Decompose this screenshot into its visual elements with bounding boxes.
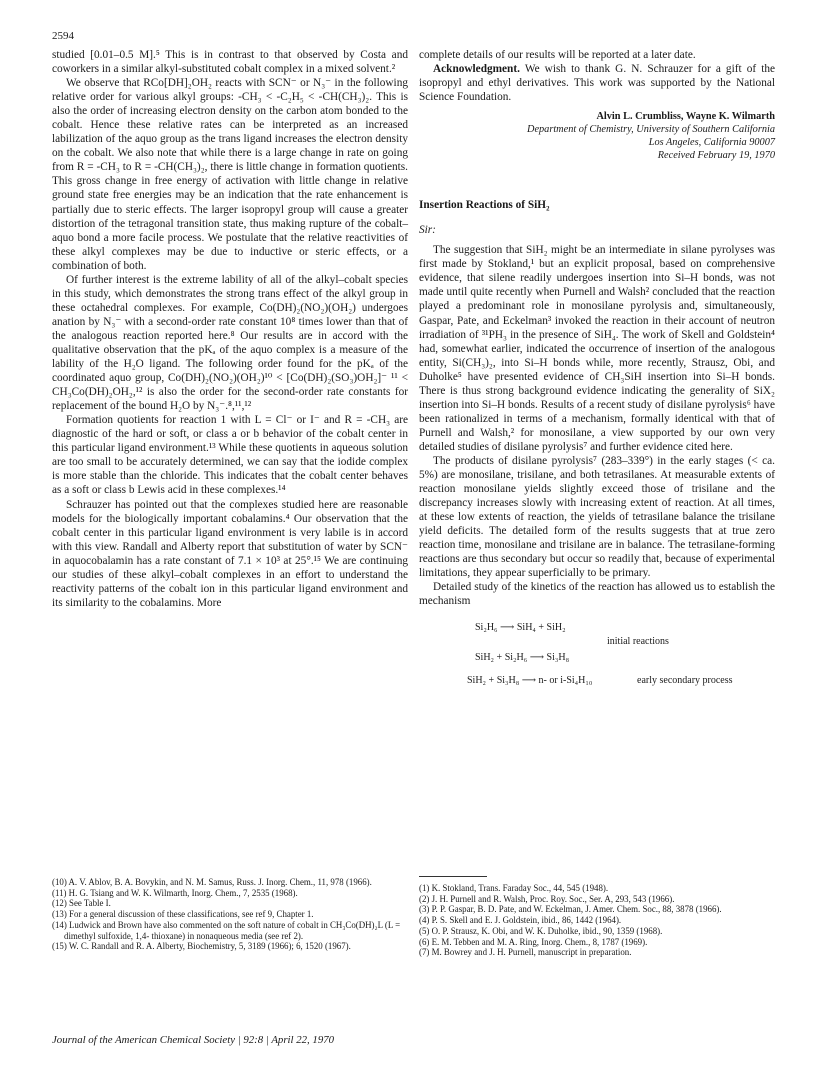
paragraph: The products of disilane pyrolysis⁷ (283–339°) in the early stages (< ca. 5%) are monosilane, trisilane, and both tetrasilanes. At measurable extents of reaction monosilane yields slightly exceed those of trisilane and the discrepancy increases slowly with increasing extent of reaction. At all times, at these low extents of reaction, the yields of tetrasilane balance the trisilane yield deficits. The detailed form of the results suggests that at true zero reaction time, monosilane and trisilane are in balance. The tetrasilane-forming reactions are thus secondary but occur so readily that, because of experimental limitations, they appear superficially to be primary. (419, 454, 775, 580)
page-number: 2594 (52, 30, 74, 42)
reaction-1: Si₂H₆ ⟶ SiH₄ + SiH₂ (475, 621, 566, 633)
section-title: Insertion Reactions of SiH₂ (419, 199, 550, 212)
paragraph: The suggestion that SiH₂ might be an intermediate in silane pyrolyses was first made by Stokland,¹ but an explicit proposal, based on comprehensive evidence, that silene readily undergoes insertion into Si–H bonds, was not made until quite recently when Purnell and Walsh² concluded that the reaction played a predominant role in monosilane pyrolysis and, simultaneously, Gaspar, Pate, and Eckelman³ invoked the reaction in their account of neutron irradiation of ³¹PH₃ in the presence of SiH₄. The work of Skell and Goldstein⁴ had, somewhat earlier, indicated the occurrence of insertion of the analogous entity, Si(CH₃)₂, into Si–H bonds while, more recently, Strausz, Obi, and Duholke⁵ have presented evidence of CH₃SiH insertion into Si–H bonds. There is thus strong background evidence indicating the generality of SiX₂ insertion into Si–H bonds. Results of a recent study of disilane pyrolysis⁶ have been rationalized in terms of a mechanism, formally identical with that of Purnell and Walsh,² for monosilane, a view supported by our own very detailed studies of disilane pyrolysis⁷ and further evidence cited here. (419, 244, 775, 453)
signature-block (419, 110, 775, 162)
footnote: (13) For a general discussion of these classifications, see ref 9, Chapter 1. (52, 909, 314, 920)
right-column (419, 48, 775, 699)
city: Los Angeles, California 90007 (648, 137, 775, 149)
scheme-label-secondary: early secondary process (637, 674, 733, 686)
left-column (52, 48, 408, 610)
paragraph: Of further interest is the extreme lability of all of the alkyl–cobalt species in this study, which demonstrates the strong trans effect of the alkyl group in these octahedral complexes. For example, Co(DH)₂(NO₂)(OH₂) undergoes anation by N₃⁻ with a second-order rate constant 10⁸ times lower than that of the analogous reaction reported here.⁸ Our results are in accord with the qualitative observation that the pKₐ of the aquo complex is a measure of the lability of the H₂O ligand. The following order found for the pKₐ of the coordinated aquo group, Co(DH)₂(NO₂)(OH₂)¹⁰ < [Co(DH)₂(SO₃)OH₂]⁻ ¹¹ < CH₃Co(DH)₂OH₂,¹² is also the order for the second-order rate constants for replacement of the bound H₂O by N₃⁻.⁸,¹¹,¹² (52, 273, 408, 413)
reaction-3: SiH₂ + Si₃H₈ ⟶ n- or i-Si₄H₁₀ (467, 674, 593, 686)
paragraph: We observe that RCo[DH]₂OH₂ reacts with SCN⁻ or N₃⁻ in the following relative order for various alkyl groups: -CH₃ < -C₂H₅ < -CH(CH₃)₂. This is also the order of increasing electron density on the carbon atom bonded to the cobalt. Hence these relative rates can be interpreted as an increased labilization of the aquo group as the trans ligand increases the electron density on the cobalt. We also note that while there is a large change in rate on going from R = -CH₃ to R = -CH(CH₃)₂, there is little change in formation quotients. This gross change in free energy of activation with little change in relative ground state free energies may be an indication that the rate enhancement is partially due to steric effects. The larger isopropyl group will cause a greater distortion of the tetragonal transition state, thus making rupture of the cobalt–aquo bond a more facile process. We postulate that the relative reactivities of these alkyl complexes may be due to inductive or steric effects, or a combination of both. (52, 77, 408, 272)
footnote: (7) M. Bowrey and J. H. Purnell, manuscript in preparation. (419, 947, 632, 958)
footnote: (6) E. M. Tebben and M. A. Ring, Inorg. Chem., 8, 1787 (1969). (419, 936, 648, 947)
salutation: Sir: (419, 224, 436, 237)
department: Department of Chemistry, University of Southern California (527, 124, 775, 136)
footnote: (2) J. H. Purnell and R. Walsh, Proc. Roy. Soc., Ser. A, 293, 543 (1966). (419, 893, 675, 904)
paragraph: Detailed study of the kinetics of the reaction has allowed us to establish the mechanism (419, 581, 775, 608)
footnote: (11) H. G. Tsiang and W. K. Wilmarth, Inorg. Chem., 7, 2535 (1968). (52, 887, 298, 898)
acknowledgment-text: We wish to thank G. N. Schrauzer for a gift of the isopropyl and ethyl derivatives. This work was supported by the National Science Foundation. (419, 63, 775, 104)
footnote: (5) O. P. Strausz, K. Obi, and W. K. Duholke, ibid., 90, 1359 (1968). (419, 925, 663, 936)
paragraph: studied [0.01–0.5 M].⁵ This is in contrast to that observed by Costa and coworkers in a similar alkyl-substituted cobalt complex in a mixed solvent.² (52, 49, 408, 76)
received-date: Received February 19, 1970 (657, 150, 775, 162)
footnote: (4) P. S. Skell and E. J. Goldstein, ibid., 86, 1442 (1964). (419, 915, 622, 926)
paragraph: Schrauzer has pointed out that the complexes studied here are reasonable models for the biologically important cobalamins.⁴ Our observation that the cobalt center in this particular ligand environment is very labile is in accord with this view. Randall and Alberty report that substitution of water by SCN⁻ in aquocobalamin has a rate constant of 7.1 × 10³ at 25°.¹⁵ We are continuing our studies of these alkyl–cobalt complexes in an effort to understand the reactivity patterns of the cobalt ion in this particular ligand environment and its similarity to the cobalamins. More (52, 498, 408, 609)
reaction-2: SiH₂ + Si₂H₆ ⟶ Si₃H₈ (475, 651, 570, 663)
footnote: (3) P. P. Gaspar, B. D. Pate, and W. Eckelman, J. Amer. Chem. Soc., 88, 3878 (1966). (419, 904, 722, 915)
footnote-rule (419, 876, 487, 877)
footnote: (1) K. Stokland, Trans. Faraday Soc., 44, 545 (1948). (419, 883, 609, 893)
acknowledgment (419, 62, 775, 104)
footnote: (14) Ludwick and Brown have also commented on the soft nature of cobalt in CH₃Co(DH)₂L (L = dimethyl sulfoxide, 1,4- thioxane) in nonaqueous media (see ref 2). (52, 919, 401, 941)
scheme-label-initial: initial reactions (607, 635, 669, 647)
footnote: (10) A. V. Ablov, B. A. Bovykin, and N. M. Samus, Russ. J. Inorg. Chem., 11, 978 (1966). (52, 877, 372, 887)
footnote: (12) See Table I. (52, 898, 111, 909)
reaction-scheme (419, 617, 775, 699)
paragraph: Formation quotients for reaction 1 with L = Cl⁻ or I⁻ and R = -CH₃ are diagnostic of the hard or soft, or class a or b behavior of the cobalt center in this particular ligand environment.¹³ While these quotients in aqueous solution are too small to be accurately determined, we can say that the iodide complex is more stable than the chloride. This indicates that the cobalt center behaves as a soft or class b Lewis acid in these complexes.¹⁴ (52, 414, 408, 497)
journal-footer: Journal of the American Chemical Society | 92:8 | April 22, 1970 (52, 1034, 335, 1046)
right-footnotes (419, 883, 775, 958)
paragraph: complete details of our results will be reported at a later date. (419, 49, 696, 61)
left-footnotes (52, 877, 408, 952)
footnote: (15) W. C. Randall and R. A. Alberty, Biochemistry, 5, 3189 (1966); 6, 1520 (1967). (52, 941, 351, 952)
author-names: Alvin L. Crumbliss, Wayne K. Wilmarth (596, 111, 775, 123)
acknowledgment-title: Acknowledgment. (433, 63, 520, 76)
